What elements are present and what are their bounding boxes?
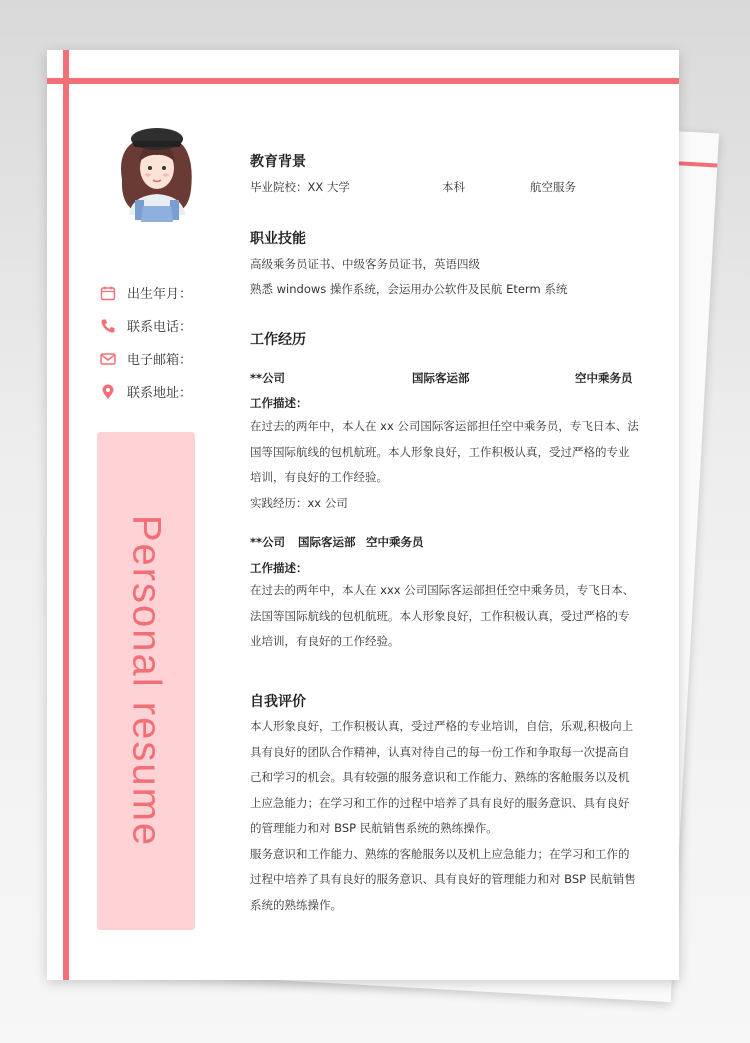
top-accent-line: [47, 78, 679, 84]
mail-icon: [99, 350, 117, 368]
location-pin-icon: [99, 383, 117, 401]
left-accent-line: [63, 50, 69, 980]
address-label: 联系地址：: [127, 386, 193, 401]
avatar: [107, 110, 207, 225]
job1-department: 国际客运部: [412, 371, 470, 385]
education-major: 航空服务: [530, 180, 576, 194]
resume-page: [47, 50, 679, 980]
job2-desc-line: 业培训，有良好的工作经验。: [250, 634, 400, 648]
self-eval-line: 己和学习的机会。具有较强的服务意识和工作能力、熟练的客舱服务以及机: [250, 770, 630, 784]
self-eval-line: 的管理能力和对 BSP 民航销售系统的熟练操作。: [250, 821, 498, 835]
education-school: 毕业院校：XX 大学: [250, 180, 350, 194]
job2-desc-label: 工作描述：: [250, 561, 308, 575]
contact-birth: [99, 276, 192, 309]
email-label: 电子邮箱：: [127, 353, 193, 368]
phone-label: 联系电话：: [127, 320, 193, 335]
self-eval-title: 自我评价: [250, 694, 306, 710]
contact-list: [99, 276, 192, 408]
job1-desc-line: 在过去的两年中，本人在 xx 公司国际客运部担任空中乘务员，专飞日本、法: [250, 419, 639, 433]
experience-title: 工作经历: [250, 332, 306, 348]
self-eval-line: 过程中培养了具有良好的服务意识、具有良好的管理能力和对 BSP 民航销售: [250, 872, 636, 886]
self-eval-line: 本人形象良好，工作积极认真，受过严格的专业培训，自信，乐观,积极向上: [250, 719, 634, 733]
job2-description: [250, 578, 642, 655]
personal-resume-box: [97, 432, 195, 930]
education-title: 教育背景: [250, 154, 306, 170]
birth-label: 出生年月：: [127, 287, 193, 302]
job2-position: 空中乘务员: [366, 535, 424, 549]
calendar-icon: [99, 284, 117, 302]
self-eval-line: 上应急能力；在学习和工作的过程中培养了具有良好的服务意识、具有良好: [250, 795, 630, 810]
job1-position: 空中乘务员: [575, 371, 633, 385]
job2-department: 国际客运部: [298, 535, 356, 549]
skills-line-1: 高级乘务员证书、中级客务员证书，英语四级: [250, 257, 480, 271]
job1-description: [250, 414, 642, 516]
job2-desc-line: 法国等国际航线的包机航班。本人形象良好，工作积极认真，受过严格的专: [250, 608, 630, 623]
education-degree: 本科: [442, 180, 465, 194]
job1-desc-line: 国等国际航线的包机航班。本人形象良好，工作积极认真，受过严格的专业: [250, 444, 630, 459]
contact-email: [99, 342, 192, 375]
self-eval-text: [250, 714, 642, 918]
phone-icon: [99, 317, 117, 335]
self-eval-line: 服务意识和工作能力、熟练的客舱服务以及机上应急能力；在学习和工作的: [250, 846, 630, 861]
job2-company: **公司: [250, 535, 286, 549]
self-eval-line: 系统的熟练操作。: [250, 897, 342, 912]
job1-desc-line: 培训，有良好的工作经验。: [250, 470, 388, 484]
job1-company: **公司: [250, 371, 286, 385]
job1-practice: 实践经历：xx 公司: [250, 495, 348, 510]
self-eval-line: 具有良好的团队合作精神，认真对待自己的每一份工作和争取每一次提高自: [250, 744, 630, 759]
job2-desc-line: 在过去的两年中，本人在 xxx 公司国际客运部担任空中乘务员，专飞日本、: [250, 583, 635, 597]
skills-title: 职业技能: [250, 231, 306, 247]
job1-desc-label: 工作描述：: [250, 396, 308, 410]
contact-phone: [99, 309, 192, 342]
contact-address: [99, 375, 192, 408]
personal-resume-text: Personal resume: [124, 514, 169, 848]
skills-line-2: 熟悉 windows 操作系统，会运用办公软件及民航 Eterm 系统: [250, 282, 568, 296]
